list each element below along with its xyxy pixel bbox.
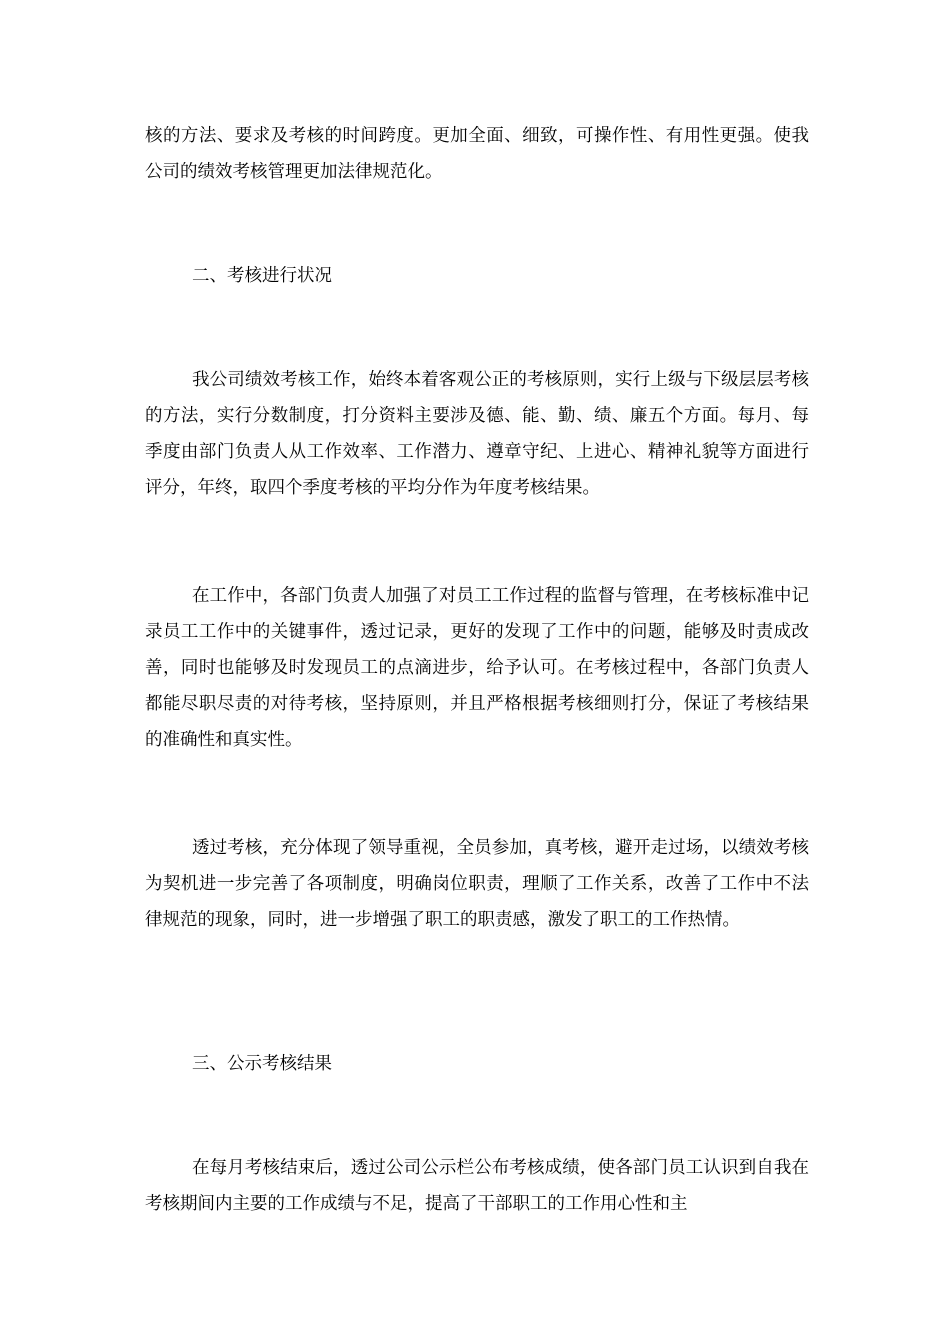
section-2-paragraph-3: 透过考核，充分体现了领导重视，全员参加，真考核，避开走过场，以绩效考核为契机进一步完善了各项制度，明确岗位职责，理顺了工作关系，改善了工作中不法律规范的现象，同时，进一步增强了职工的职责感，激发了职工的工作热情。 [145, 838, 809, 930]
paragraph-continuation: 核的方法、要求及考核的时间跨度。更加全面、细致，可操作性、有用性更强。使我公司的绩效考核管理更加法律规范化。 [145, 126, 809, 182]
section-2-paragraph-2: 在工作中，各部门负责人加强了对员工工作过程的监督与管理，在考核标准中记录员工工作中的关键事件，透过记录，更好的发现了工作中的问题，能够及时责成改善，同时也能够及时发现员工的点滴进步，给予认可。在考核过程中，各部门负责人都能尽职尽责的对待考核，坚持原则，并且严格根据考核细则打分，保证了考核结果的准确性和真实性。 [145, 586, 809, 750]
section-2-paragraph-1: 我公司绩效考核工作，始终本着客观公正的考核原则，实行上级与下级层层考核的方法，实行分数制度，打分资料主要涉及德、能、勤、绩、廉五个方面。每月、每季度由部门负责人从工作效率、工作潜力、遵章守纪、上进心、精神礼貌等方面进行评分，年终，取四个季度考核的平均分作为年度考核结果。 [145, 370, 809, 498]
section-2-heading: 二、考核进行状况 [192, 266, 332, 286]
section-3-paragraph-1: 在每月考核结束后，透过公司公示栏公布考核成绩，使各部门员工认识到自我在考核期间内主要的工作成绩与不足，提高了干部职工的工作用心性和主 [145, 1158, 809, 1214]
section-3-heading: 三、公示考核结果 [192, 1054, 332, 1074]
